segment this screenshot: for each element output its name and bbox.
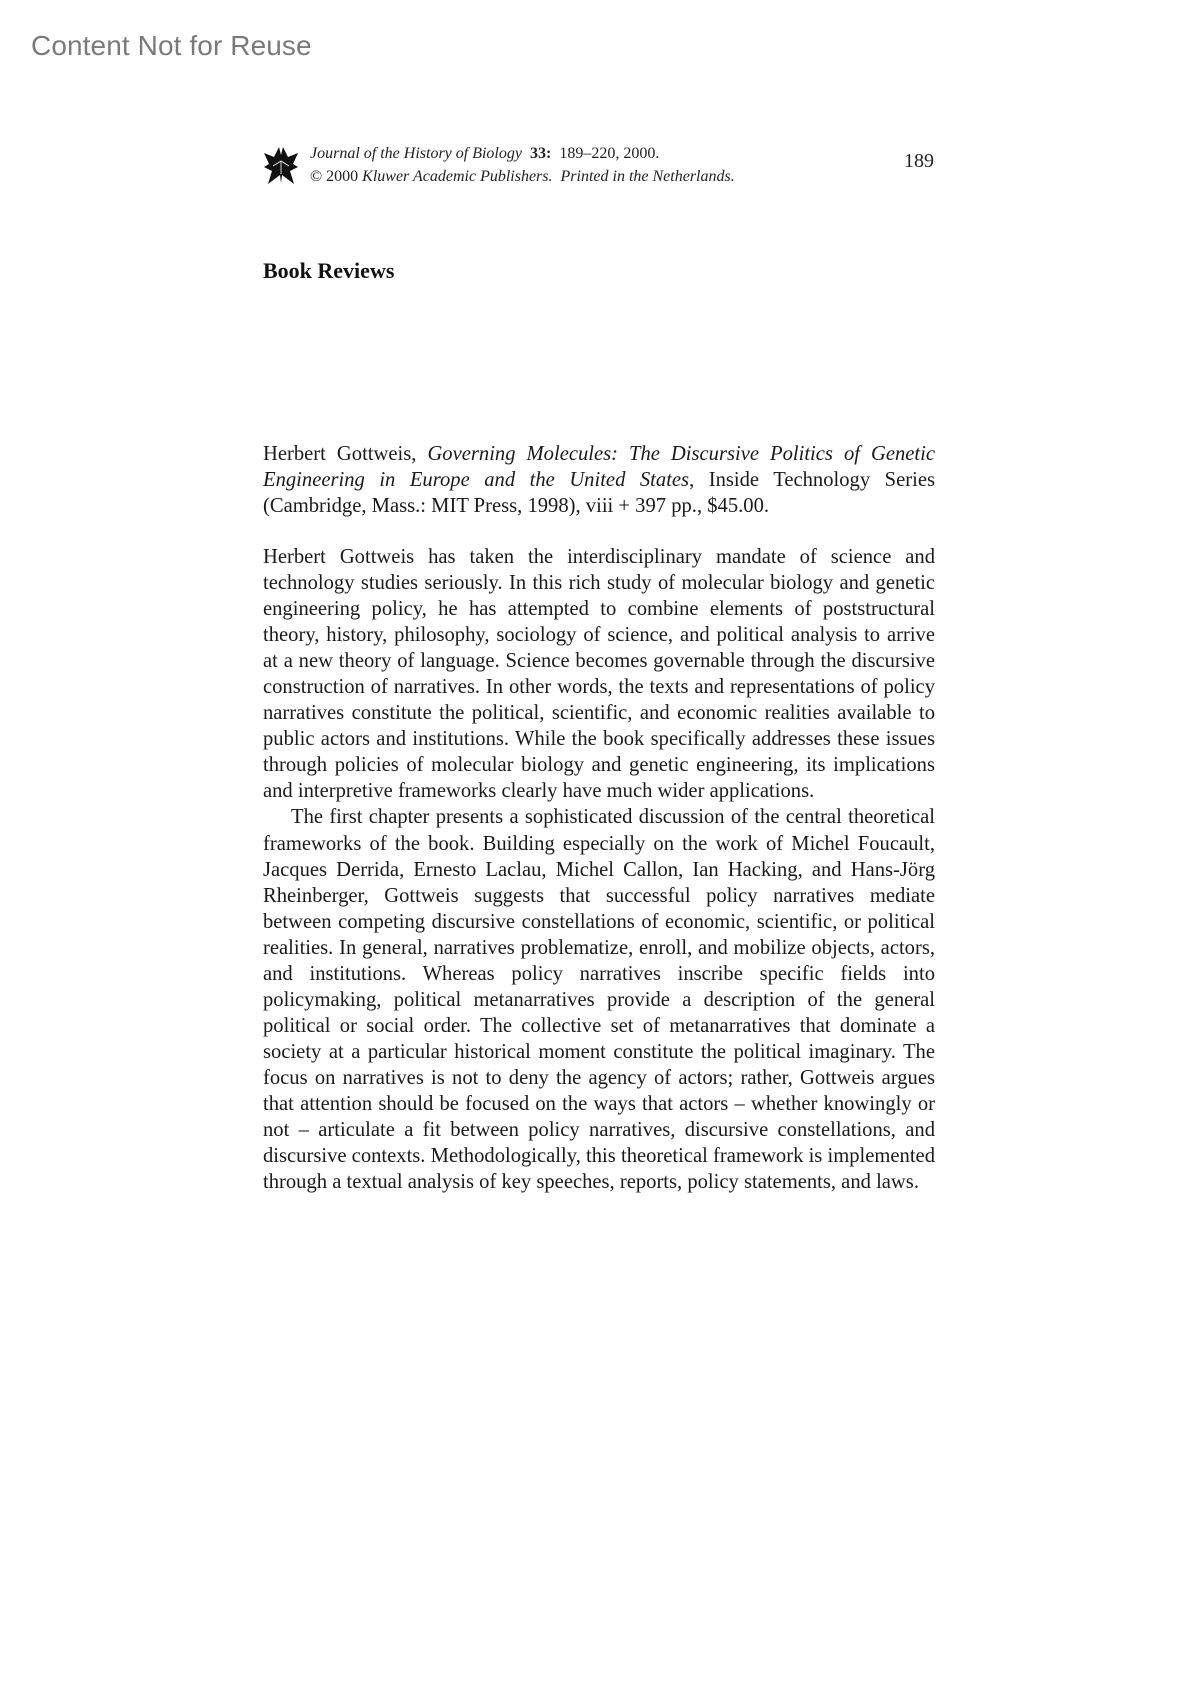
copyright-year: © 2000 xyxy=(310,168,359,185)
citation-author: Herbert Gottweis, xyxy=(263,443,417,465)
citation-book-title: Governing Molecules: The Discursive Politics of Genetic Engineering in Europe and the United States xyxy=(263,443,936,491)
journal-title: Journal of the History of Biology xyxy=(310,145,522,162)
journal-pages-year: 189–220, 2000. xyxy=(559,145,660,162)
body-paragraph: The first chapter presents a sophisticated discussion of the central theoretical frameworks of the book. Building especially on the work of Michel Foucault, Jacques Derrida, Ernesto Laclau, Michel Callon, Ian Hacking, and Hans-Jörg Rheinberger, Gottweis suggests that successful policy narratives mediate between competing discursive constellations of economic, scientific, or political realities. In general, narratives problematize, enroll, and mobilize objects, actors, and institutions. Whereas policy narratives inscribe specific fields into policymaking, political metanarratives provide a description of the general political or social order. The collective set of metanarratives that dominate a society at a particular historical moment constitute the political imaginary. The focus on narratives is not to deny the agency of actors; rather, Gottweis argues that attention should be focused on the ways that actors – whether knowingly or not – articulate a fit between policy narratives, discursive constellations, and discursive contexts. Methodologically, this theoretical framework is implemented through a textual analysis of key speeches, reports, policy statements, and laws. xyxy=(263,806,935,1194)
book-citation xyxy=(263,441,935,519)
watermark-text: Content Not for Reuse xyxy=(31,30,312,61)
page-number: 189 xyxy=(904,150,934,172)
section-title: Book Reviews xyxy=(263,258,395,283)
journal-citation-line xyxy=(310,142,735,165)
journal-volume: 33: xyxy=(529,145,552,162)
publisher-name: Kluwer Academic Publishers. xyxy=(362,168,553,185)
citation-details: , Inside Technology Series (Cambridge, Mass.: MIT Press, 1998), viii + 397 pp., $45.00. xyxy=(263,469,935,517)
copyright-line xyxy=(310,165,735,188)
kluwer-publisher-logo-icon xyxy=(263,144,299,186)
printed-location: Printed in the Netherlands. xyxy=(560,168,735,185)
review-body xyxy=(263,544,935,1195)
journal-header xyxy=(310,142,735,188)
body-paragraph: Herbert Gottweis has taken the interdisciplinary mandate of science and technology studies seriously. In this rich study of molecular biology and genetic engineering policy, he has attempted to combine elements of poststructural theory, history, philosophy, sociology of science, and political analysis to arrive at a new theory of language. Science becomes governable through the discursive construction of narratives. In other words, the texts and representations of policy narratives constitute the political, scientific, and economic realities available to public actors and institutions. While the book specifically addresses these issues through policies of molecular biology and genetic engineering, its implications and interpretive frameworks clearly have much wider applications. xyxy=(263,546,935,803)
